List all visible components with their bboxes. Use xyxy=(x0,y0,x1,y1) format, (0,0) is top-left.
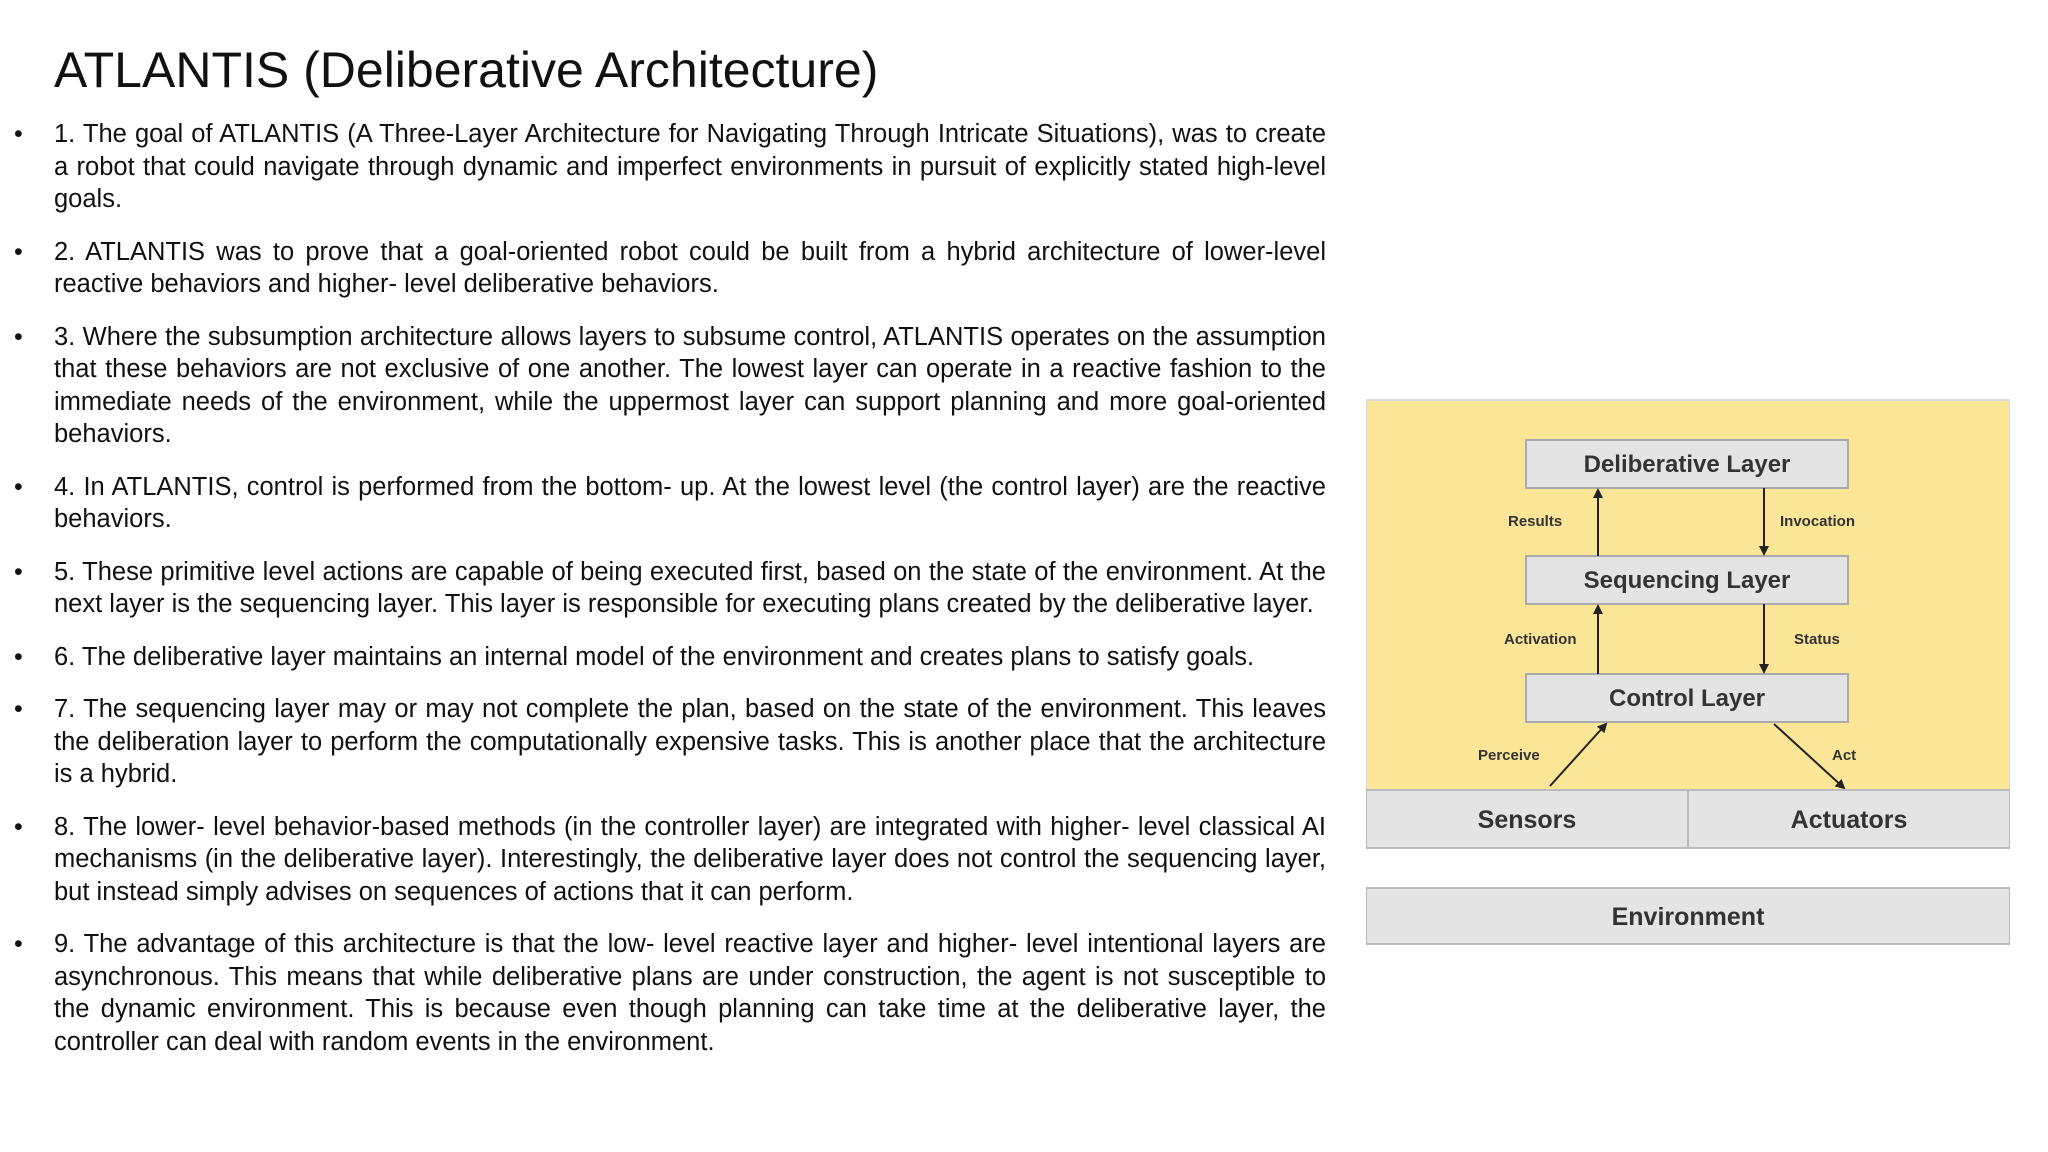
status-label: Status xyxy=(1794,631,1840,648)
bullet-item xyxy=(0,928,1326,1058)
slide-title: ATLANTIS (Deliberative Architecture) xyxy=(54,42,879,98)
bullet-text: 5. These primitive level actions are capable of being executed first, based on the state of the environment. At the next layer is the sequencing layer. This layer is responsible for executing plans created by the deliberative layer. xyxy=(54,557,1326,618)
perceive-label: Perceive xyxy=(1478,747,1540,764)
bullet-text: 2. ATLANTIS was to prove that a goal-oriented robot could be built from a hybrid architecture of lower-level reactive behaviors and higher- level deliberative behaviors. xyxy=(54,237,1326,298)
bullet-item xyxy=(0,118,1326,216)
bullet-icon: • xyxy=(14,930,23,958)
architecture-diagram-svg xyxy=(1366,398,2010,946)
bullet-text: 6. The deliberative layer maintains an internal model of the environment and creates plans to satisfy goals. xyxy=(54,642,1255,671)
bullet-icon: • xyxy=(14,472,23,501)
bullet-list xyxy=(0,118,1326,1078)
control-layer-label: Control Layer xyxy=(1608,685,1766,712)
bullet-item xyxy=(0,811,1326,909)
bullet-item xyxy=(0,641,1326,674)
bullet-icon: • xyxy=(14,120,23,148)
bullet-icon: • xyxy=(14,322,23,351)
results-label: Results xyxy=(1508,513,1563,530)
bullet-item xyxy=(0,236,1326,301)
environment-label: Environment xyxy=(1611,903,1765,931)
bullet-text: 4. In ATLANTIS, control is performed from the bottom- up. At the lowest level (the control layer) are the reactive behaviors. xyxy=(54,472,1326,533)
bullet-item xyxy=(0,693,1326,791)
actuators-label: Actuators xyxy=(1790,806,1908,834)
bullet-text: 9. The advantage of this architecture is that the low- level reactive layer and higher- level intentional layers are asynchronous. This means that while deliberative plans are under construction, the agent is not susceptible to the dynamic environment. This is because even though planning can take time at the deliberative layer, the controller can deal with random events in the environment. xyxy=(54,930,1326,1056)
deliberative-layer-label: Deliberative Layer xyxy=(1583,451,1791,478)
bullet-item xyxy=(0,471,1326,536)
bullet-text: 1. The goal of ATLANTIS (A Three-Layer Architecture for Navigating Through Intricate Situations), was to create a robot that could navigate through dynamic and imperfect environments in pursuit of explicitly stated high-level goals. xyxy=(54,120,1326,213)
bullet-item xyxy=(0,556,1326,621)
bullet-text: 3. Where the subsumption architecture allows layers to subsume control, ATLANTIS operates on the assumption that these behaviors are not exclusive of one another. The lowest layer can operate in a reactive fashion to the immediate needs of the environment, while the uppermost layer can support planning and more goal-oriented behaviors. xyxy=(54,322,1326,448)
bullet-icon: • xyxy=(14,642,23,671)
architecture-diagram xyxy=(1366,398,2010,946)
bullet-icon: • xyxy=(14,695,23,723)
bullet-icon: • xyxy=(14,237,23,266)
bullet-icon: • xyxy=(14,812,23,841)
invocation-label: Invocation xyxy=(1780,513,1856,530)
bullet-text: 8. The lower- level behavior-based methods (in the controller layer) are integrated with higher- level classical AI mechanisms (in the deliberative layer). Interestingly, the deliberative layer does not control the sequencing layer, but instead simply advises on sequences of actions that it can perform. xyxy=(54,812,1326,906)
bullet-item xyxy=(0,321,1326,451)
bullet-icon: • xyxy=(14,557,23,586)
bullet-text: 7. The sequencing layer may or may not complete the plan, based on the state of the environment. This leaves the deliberation layer to perform the computationally expensive tasks. This is another place that the architecture is a hybrid. xyxy=(54,695,1326,788)
activation-label: Activation xyxy=(1504,631,1577,648)
act-label: Act xyxy=(1832,747,1857,764)
sensors-label: Sensors xyxy=(1477,806,1577,834)
sequencing-layer-label: Sequencing Layer xyxy=(1583,567,1791,594)
